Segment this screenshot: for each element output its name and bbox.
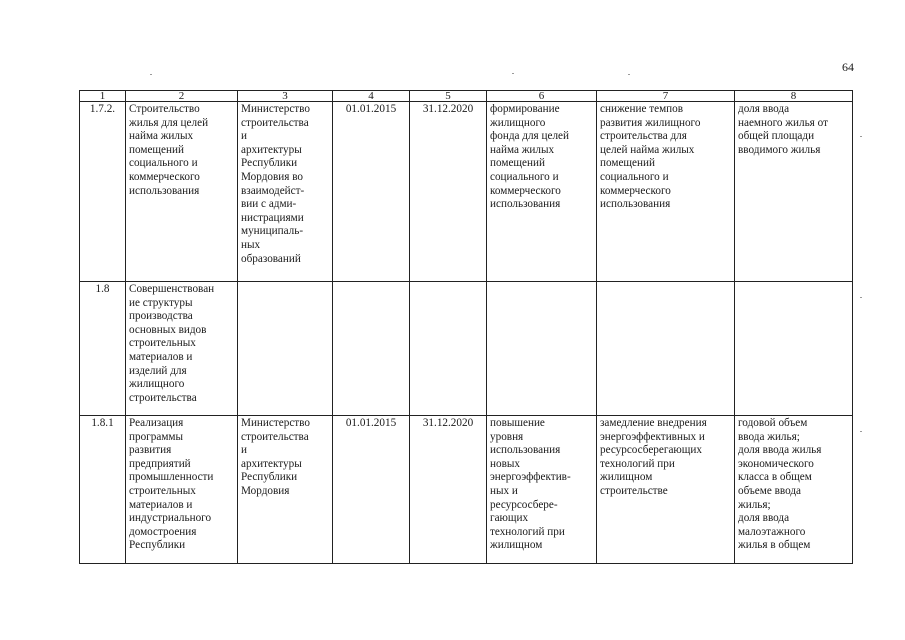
measure-name: Строительство жилья для целей найма жилых помещений социального и коммерческого использования: [129, 103, 209, 197]
measure-name: Совершенствован ие структуры производства основных видов строительных материалов и изделий для жилищного строительства: [129, 283, 215, 404]
column-number: 7: [597, 91, 735, 102]
scan-speck: [628, 74, 630, 75]
column-number: 5: [410, 91, 487, 102]
expected-result: повышение уровня использования новых энергоэффектив- ных и ресурсосбере- гающих технологий при жилищном: [490, 417, 571, 552]
scan-speck: [860, 136, 862, 137]
row-number: 1.7.2.: [89, 103, 116, 115]
column-number: 2: [126, 91, 238, 102]
column-number: 8: [735, 91, 853, 102]
row-number: 1.8.1: [91, 417, 114, 429]
end-date: 31.12.2020: [422, 417, 474, 429]
column-number: 6: [487, 91, 597, 102]
column-number: 4: [333, 91, 410, 102]
start-date: 01.01.2015: [345, 417, 397, 429]
page-number: 64: [842, 60, 854, 74]
table-row: [80, 102, 853, 282]
scan-speck: [512, 73, 514, 74]
scan-speck: [860, 431, 862, 432]
end-date: 31.12.2020: [422, 103, 474, 115]
non-implementation-consequence: замедление внедрения энергоэффективных и ресурсосберегающих технологий при жилищном строительстве: [600, 417, 707, 497]
column-number: 1: [80, 91, 126, 102]
indicator-link: годовой объем ввода жилья; доля ввода жилья экономического класса в общем объеме ввода жилья; доля ввода малоэтажного жилья в общем: [738, 417, 822, 552]
executor: Министерство строительства и архитектуры Республики Мордовия во взаимодейст- вии с адми- нистрациями муниципаль- ных образований: [241, 103, 310, 265]
indicator-link: доля ввода наемного жилья от общей площади вводимого жилья: [738, 103, 828, 156]
row-number: 1.8: [95, 283, 110, 295]
executor: Министерство строительства и архитектуры Республики Мордовия: [241, 417, 310, 497]
scan-speck: [860, 297, 862, 298]
scan-speck: [150, 74, 152, 75]
measures-table: [79, 90, 853, 564]
column-number-row: [80, 91, 853, 102]
column-number: 3: [238, 91, 333, 102]
expected-result: формирование жилищного фонда для целей найма жилых помещений социального и коммерческого использования: [490, 103, 569, 211]
table-row: [80, 282, 853, 416]
table-row: [80, 416, 853, 564]
start-date: 01.01.2015: [345, 103, 397, 115]
non-implementation-consequence: снижение темпов развития жилищного строительства для целей найма жилых помещений социального и коммерческого использования: [600, 103, 701, 211]
measure-name: Реализация программы развития предприятий промышленности строительных материалов и индустриального домостроения Республики: [129, 417, 214, 552]
